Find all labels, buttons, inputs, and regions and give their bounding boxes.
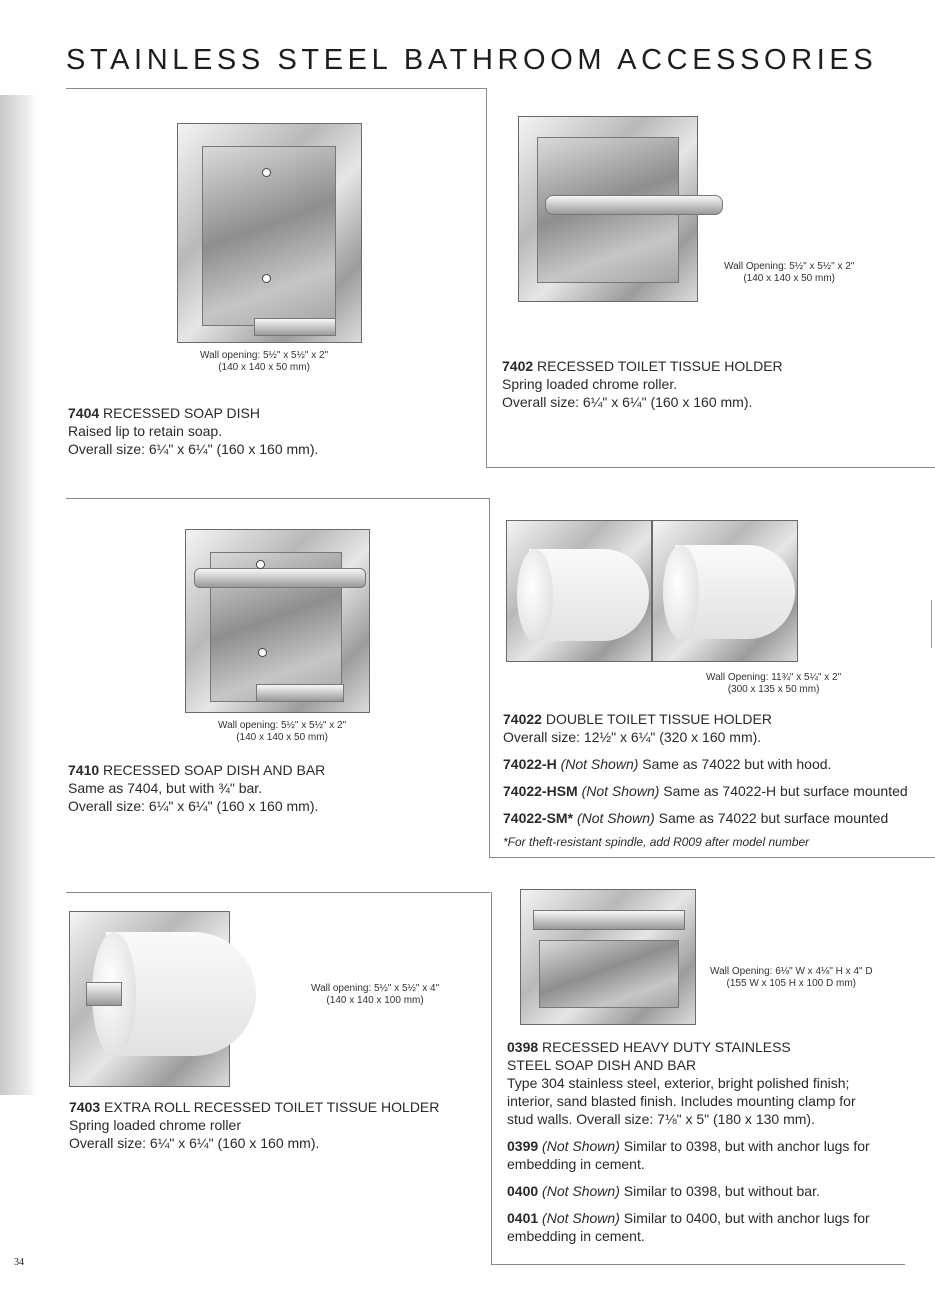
divider-top-right-vertical (486, 88, 487, 468)
wall-opening-mm: (140 x 140 x 50 mm) (236, 732, 328, 743)
model-number: 7403 (69, 1099, 101, 1115)
wall-opening-inches: Wall Opening: 5½" x 5½" x 2" (724, 261, 855, 272)
product-photo-7404 (177, 123, 362, 343)
wall-opening-mm: (140 x 140 x 50 mm) (743, 273, 836, 284)
mounting-screw (256, 560, 265, 569)
wall-opening-7403 (311, 983, 439, 1007)
tissue-roll-end (663, 545, 699, 639)
product-7402 (502, 357, 783, 411)
product-name: EXTRA ROLL RECESSED TOILET TISSUE HOLDER (104, 1099, 440, 1115)
footnote: *For theft-resistant spindle, add R009 after model number (503, 835, 810, 849)
product-feature: Same as 7404, but with ¾" bar. (68, 780, 263, 796)
wall-opening-mm: (140 x 140 x 50 mm) (218, 362, 310, 373)
variant-0400: 0400 (Not Shown) Similar to 0398, but without bar. (507, 1183, 820, 1199)
product-name: RECESSED SOAP DISH (103, 405, 260, 421)
divider-top-right-bottom (486, 467, 935, 468)
divider-middle-left (66, 498, 490, 499)
mounting-screw (262, 168, 271, 177)
wall-opening-74022 (706, 672, 841, 696)
product-photo-74022-right (652, 520, 798, 662)
chrome-roller (545, 195, 723, 215)
product-size: Overall size: 6¼" x 6¼" (160 x 160 mm). (502, 394, 753, 410)
holder-bracket (86, 982, 122, 1006)
product-0398 (507, 1038, 870, 1245)
divider-middle-right-vertical (489, 498, 490, 858)
soap-dish-cavity (539, 940, 679, 1008)
wall-opening-inches: Wall opening: 5½" x 5½" x 2" (218, 720, 347, 731)
wall-opening-7404 (200, 350, 328, 374)
product-photo-0398 (520, 889, 696, 1025)
product-74022 (503, 710, 908, 851)
divider-bottom-right-bottom (491, 1264, 905, 1265)
model-number: 7404 (68, 405, 100, 421)
side-gradient-strip (0, 95, 38, 1095)
product-description: stud walls. Overall size: 7⅛" x 5" (180 x 130 mm). (507, 1111, 815, 1127)
product-photo-7410 (185, 529, 370, 713)
variant-0401-line2: embedding in cement. (507, 1228, 645, 1244)
product-7403 (69, 1098, 439, 1152)
product-name: RECESSED SOAP DISH AND BAR (103, 762, 326, 778)
product-name: RECESSED HEAVY DUTY STAINLESS (542, 1039, 791, 1055)
variant-0399: 0399 (Not Shown) Similar to 0398, but with anchor lugs for (507, 1138, 870, 1154)
product-photo-74022-left (506, 520, 652, 662)
product-description: interior, sand blasted finish. Includes mounting clamp for (507, 1093, 856, 1109)
product-photo-7402 (518, 116, 698, 302)
wall-opening-mm: (300 x 135 x 50 mm) (727, 684, 820, 695)
product-name-line2: STEEL SOAP DISH AND BAR (507, 1057, 697, 1073)
wall-opening-mm: (140 x 140 x 100 mm) (326, 995, 424, 1006)
wall-opening-7402 (724, 261, 854, 285)
model-number: 7410 (68, 762, 100, 778)
divider-top-left (66, 88, 486, 89)
mounting-screw (262, 274, 271, 283)
divider-middle-right-bottom (489, 857, 935, 858)
wall-opening-inches: Wall Opening: 6⅛" W x 4⅛" H x 4" D (710, 966, 873, 977)
product-7410 (68, 761, 325, 815)
product-size: Overall size: 6¼" x 6¼" (160 x 160 mm). (68, 798, 319, 814)
variant-74022-h: 74022-H (Not Shown) Same as 74022 but with hood. (503, 756, 832, 772)
page-number: 34 (14, 1257, 24, 1268)
soap-dish-lip (254, 318, 336, 336)
product-photo-7403 (69, 911, 230, 1087)
wall-opening-inches: Wall opening: 5½" x 5½" x 4" (311, 983, 440, 994)
product-name: RECESSED TOILET TISSUE HOLDER (537, 358, 783, 374)
variant-0399-line2: embedding in cement. (507, 1156, 645, 1172)
grab-bar (194, 568, 366, 588)
page-title: STAINLESS STEEL BATHROOM ACCESSORIES (66, 44, 878, 76)
variant-74022-hsm: 74022-HSM (Not Shown) Same as 74022-H but surface mounted (503, 783, 908, 799)
product-size: Overall size: 6¼" x 6¼" (160 x 160 mm). (69, 1135, 320, 1151)
product-description: Type 304 stainless steel, exterior, bright polished finish; (507, 1075, 850, 1091)
wall-opening-0398 (710, 966, 873, 990)
variant-0401: 0401 (Not Shown) Similar to 0400, but with anchor lugs for (507, 1210, 870, 1226)
edge-tick (931, 600, 932, 648)
product-feature: Spring loaded chrome roller. (502, 376, 678, 392)
model-number: 7402 (502, 358, 534, 374)
product-feature: Spring loaded chrome roller (69, 1117, 241, 1133)
model-number: 0398 (507, 1039, 539, 1055)
wall-opening-mm: (155 W x 105 H x 100 D mm) (726, 978, 857, 989)
product-feature: Raised lip to retain soap. (68, 423, 223, 439)
divider-bottom-right-vertical (491, 892, 492, 1264)
product-size: Overall size: 12½" x 6¼" (320 x 160 mm). (503, 729, 762, 745)
product-size: Overall size: 6¼" x 6¼" (160 x 160 mm). (68, 441, 319, 457)
grab-bar (533, 910, 685, 930)
wall-opening-inches: Wall opening: 5½" x 5½" x 2" (200, 350, 329, 361)
mounting-screw (258, 648, 267, 657)
variant-74022-sm: 74022-SM* (Not Shown) Same as 74022 but surface mounted (503, 810, 889, 826)
product-name: DOUBLE TOILET TISSUE HOLDER (545, 711, 772, 727)
product-7404 (68, 404, 318, 458)
wall-opening-inches: Wall Opening: 11¾" x 5¼" x 2" (706, 672, 842, 683)
wall-opening-7410 (218, 720, 346, 744)
model-number: 74022 (503, 711, 542, 727)
soap-dish-lip (256, 684, 344, 702)
tissue-roll-end (517, 549, 553, 641)
divider-bottom-left (66, 892, 490, 893)
